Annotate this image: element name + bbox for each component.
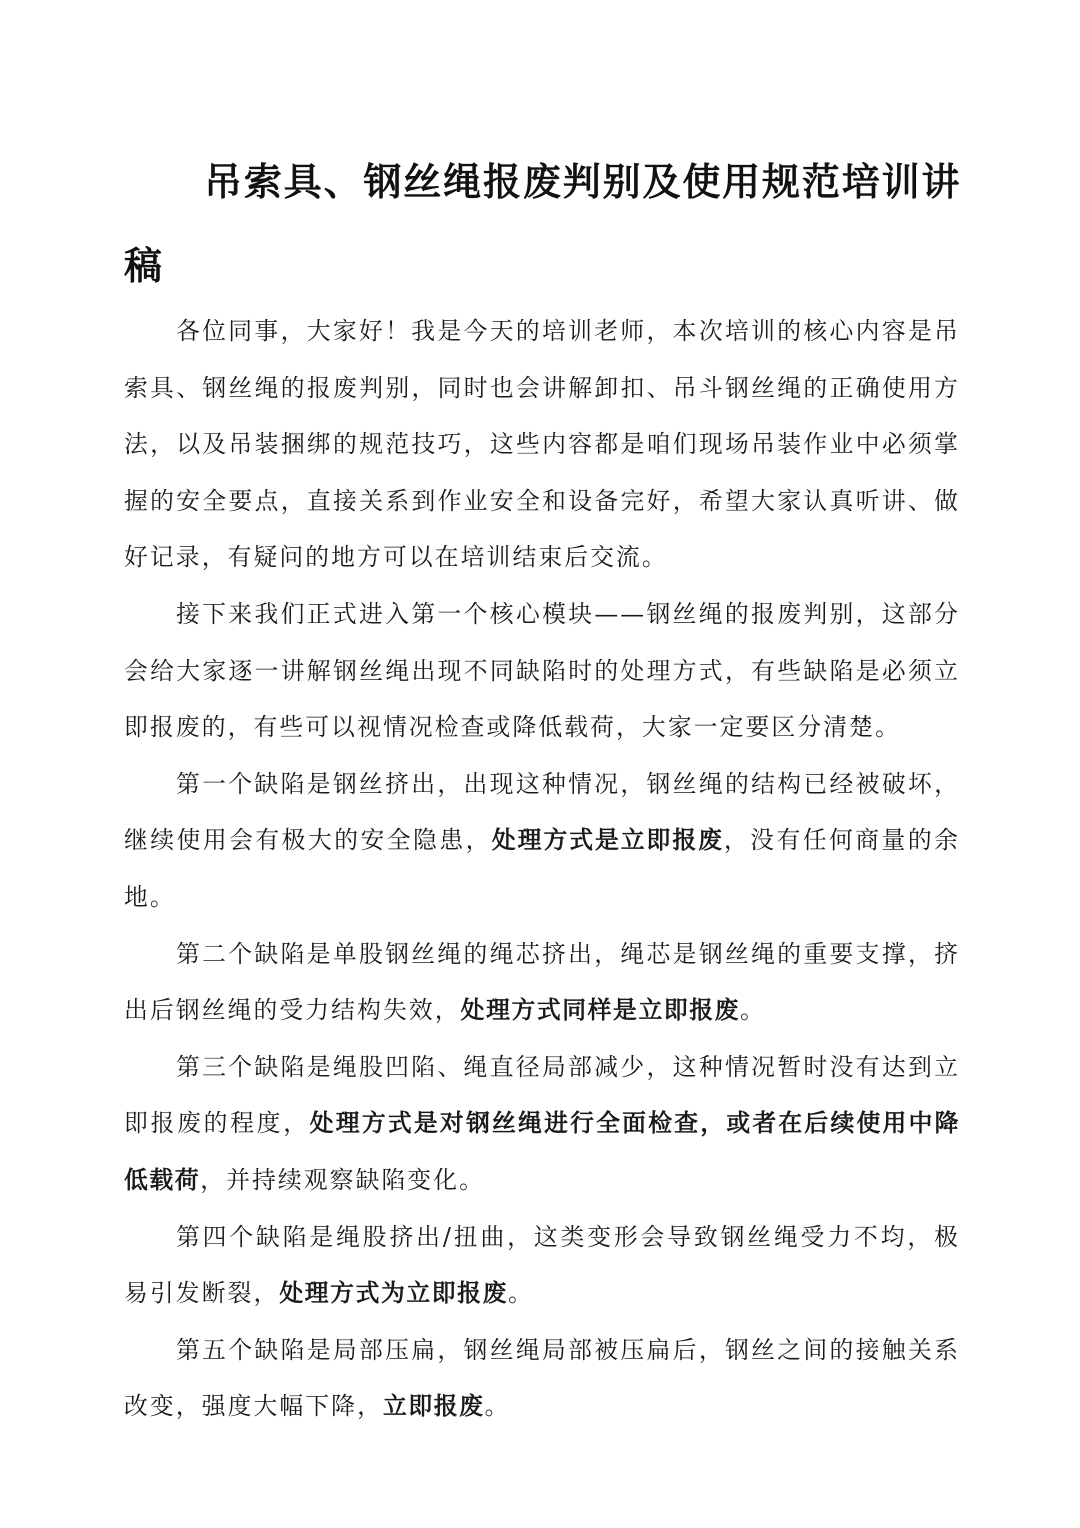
paragraph-text: 第五个缺陷是局部压扁，钢丝绳局部被压扁后，钢丝之间的接触关系改变，强度大幅下降， — [124, 1335, 960, 1421]
document-body — [124, 303, 960, 1435]
document-title: 吊索具、钢丝绳报废判别及使用规范培训讲稿 — [124, 160, 960, 288]
bold-handling-text: 立即报废 — [382, 1392, 485, 1421]
paragraph-text: 第四个缺陷是绳股挤出/扭曲，这类变形会导致钢丝绳受力不均，极易引发断裂， — [124, 1222, 960, 1308]
paragraph-defect-1 — [124, 756, 960, 926]
paragraph-text: 第一个缺陷是钢丝挤出，出现这种情况，钢丝绳的结构已经被破坏，继续使用会有极大的安全隐患， — [124, 769, 960, 855]
bold-handling-text: 处理方式是对钢丝绳进行全面检查，或者在后续使用中降低载荷 — [124, 1109, 960, 1194]
paragraph-text: 。 — [507, 1279, 534, 1308]
paragraph-defect-5 — [124, 1322, 960, 1435]
paragraph-intro — [124, 303, 960, 586]
paragraph-text: 第二个缺陷是单股钢丝绳的绳芯挤出，绳芯是钢丝绳的重要支撑，挤出后钢丝绳的受力结构失效， — [124, 939, 960, 1025]
paragraph-defect-4 — [124, 1209, 960, 1322]
bold-handling-text: 处理方式为立即报废 — [279, 1279, 508, 1308]
paragraph-text: 。 — [740, 996, 766, 1025]
paragraph-text: ，并持续观察缺陷变化。 — [200, 1165, 486, 1194]
paragraph-module-intro — [124, 586, 960, 756]
bold-handling-text: 处理方式是立即报废 — [491, 826, 724, 855]
paragraph-text: 第三个缺陷是绳股凹陷、绳直径局部减少，这种情况暂时没有达到立即报废的程度， — [124, 1052, 960, 1138]
paragraph-defect-2 — [124, 926, 960, 1039]
paragraph-text: 各位同事，大家好！我是今天的培训老师，本次培训的核心内容是吊索具、钢丝绳的报废判别，同时也会讲解卸扣、吊斗钢丝绳的正确使用方法，以及吊装捆绑的规范技巧，这些内容都是咱们现场吊装作业中必须掌握的安全要点，直接关系到作业安全和设备完好，希望大家认真听讲、做好记录，有疑问的地方可以在培训结束后交流。 — [124, 317, 960, 572]
paragraph-defect-3 — [124, 1039, 960, 1209]
paragraph-text: ，没有任何商量的余地。 — [124, 826, 961, 911]
bold-handling-text: 处理方式同样是立即报废 — [460, 996, 741, 1025]
paragraph-text: 接下来我们正式进入第一个核心模块——钢丝绳的报废判别，这部分会给大家逐一讲解钢丝绳出现不同缺陷时的处理方式，有些缺陷是必须立即报废的，有些可以视情况检查或降低载荷，大家一定要区分清楚。 — [124, 599, 960, 742]
paragraph-text: 。 — [484, 1392, 511, 1421]
